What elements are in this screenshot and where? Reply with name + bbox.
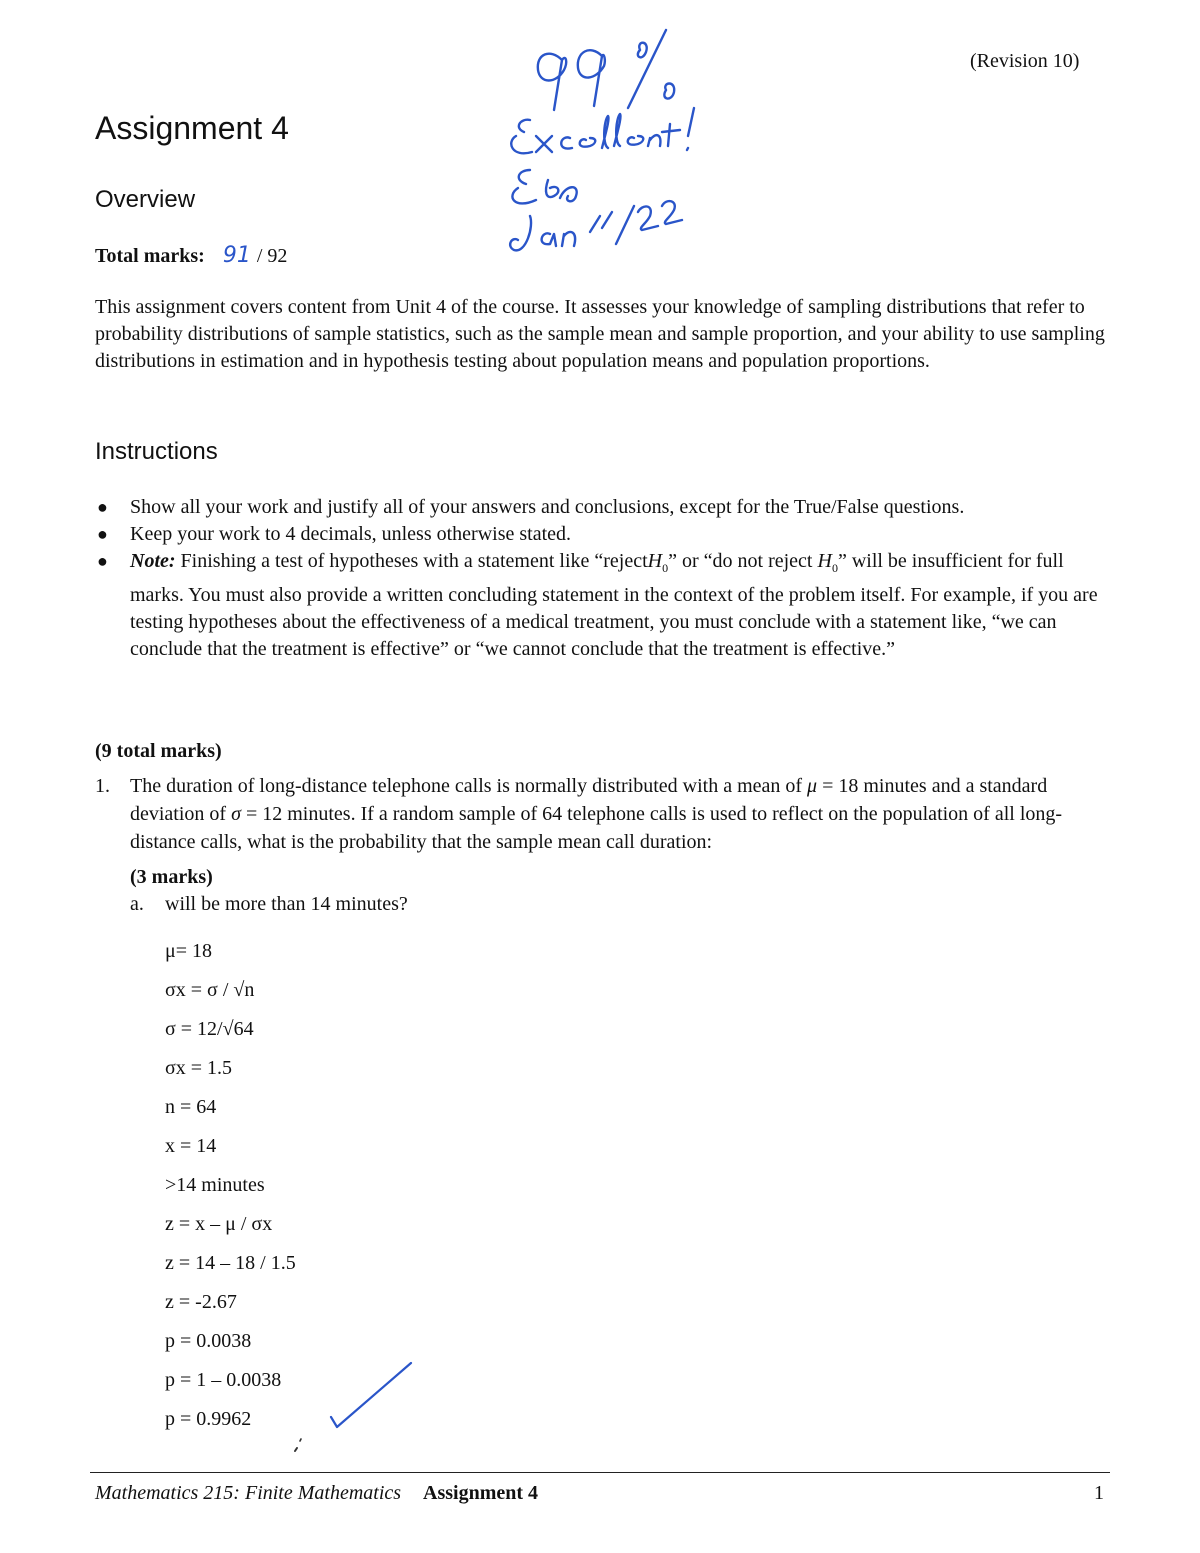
h0-symbol: $H_0$: [647, 550, 669, 575]
marks-total: / 92: [256, 245, 288, 267]
total-marks-label: Total marks:: [95, 245, 205, 267]
part-letter: a.: [130, 893, 144, 915]
instructions-list: [95, 494, 1110, 663]
work-line: n = 64: [165, 1096, 217, 1118]
work-line: >14 minutes: [165, 1174, 265, 1196]
list-item: [95, 494, 1110, 521]
work-line: σ = 12/√64: [165, 1018, 254, 1040]
course-name: Mathematics 215: Finite Mathematics: [95, 1482, 402, 1504]
bullet-icon: ●: [97, 524, 108, 544]
instruction-text: Show all your work and justify all of your answers and conclusions, except for the True/False questions.: [130, 496, 965, 518]
mu-symbol: μ: [807, 775, 818, 797]
bullet-icon: ●: [97, 497, 108, 517]
work-line: z = x – μ / σx: [165, 1213, 273, 1235]
page-footer: [95, 1482, 1110, 1505]
work-line: p = 0.0038: [165, 1330, 252, 1352]
overview-description: This assignment covers content from Unit 4 of the course. It assesses your knowledge of sampling distributions that refer to probability distributions of sample statistics, such as the sample mean and sample proportion, and your ability to use sampling distributions in estimation and in hypothesis testing about population means and population proportions.: [95, 296, 1105, 372]
part-a-text: will be more than 14 minutes?: [165, 893, 408, 915]
revision-label: (Revision 10): [970, 50, 1080, 72]
total-marks: [95, 243, 287, 268]
question1-total-marks: (9 total marks): [95, 740, 222, 762]
work-line: p = 1 – 0.0038: [165, 1369, 282, 1391]
overview-heading: Overview: [95, 186, 196, 213]
note-label: Note:: [130, 550, 176, 572]
marks-awarded: 91: [222, 243, 251, 268]
page-number: 1: [1094, 1482, 1104, 1504]
part-a-marks: (3 marks): [130, 866, 213, 888]
sigma-symbol: σ: [231, 803, 241, 825]
list-item: [95, 521, 1110, 548]
checkmark-icon: [285, 1355, 425, 1465]
h0-symbol: $H_0$: [817, 550, 838, 575]
work-line: μ= 18: [165, 940, 213, 962]
work-line: z = -2.67: [165, 1291, 237, 1313]
question-text: The duration of long-distance telephone calls is normally distributed with a mean of μ = 18 minutes and a standard deviation of σ = 12 minutes. If a random sample of 64 telephone calls is used to reflect on the population of all long-distance calls, what is the probability that the sample mean call duration:: [130, 775, 1063, 853]
instruction-text: ” will be insufficient for full marks. You must also provide a written concluding statement in the context of the problem itself. For example, if you are testing hypotheses about the effectiveness of a medical treatment, you must conclude with a statement like, “we can conclude that the treatment is effective” or “we cannot conclude that the treatment is effective.”: [130, 550, 1098, 660]
work-line: p = 0.9962: [165, 1408, 252, 1430]
work-line: σx = 1.5: [165, 1057, 233, 1079]
bullet-icon: ●: [97, 551, 108, 571]
footer-assignment: Assignment 4: [423, 1482, 539, 1504]
work-line: σx = σ / √n: [165, 979, 255, 1001]
footer-divider: [90, 1472, 1110, 1473]
part-a-question: [130, 893, 408, 916]
list-item: [95, 548, 1110, 663]
instruction-text: ” or “do not reject: [668, 550, 813, 572]
work-line: x = 14: [165, 1135, 217, 1157]
solution-work: [165, 932, 296, 1439]
work-line: z = 14 – 18 / 1.5: [165, 1252, 296, 1274]
instruction-text: Keep your work to 4 decimals, unless otherwise stated.: [130, 523, 572, 545]
question1: [95, 772, 1110, 856]
handwritten-grade-annotation: [490, 20, 750, 270]
assignment-title: Assignment 4: [95, 110, 289, 146]
instruction-text: Finishing a test of hypotheses with a statement like “reject: [180, 550, 648, 572]
instructions-heading: Instructions: [95, 438, 218, 465]
question-number: 1.: [95, 775, 110, 797]
